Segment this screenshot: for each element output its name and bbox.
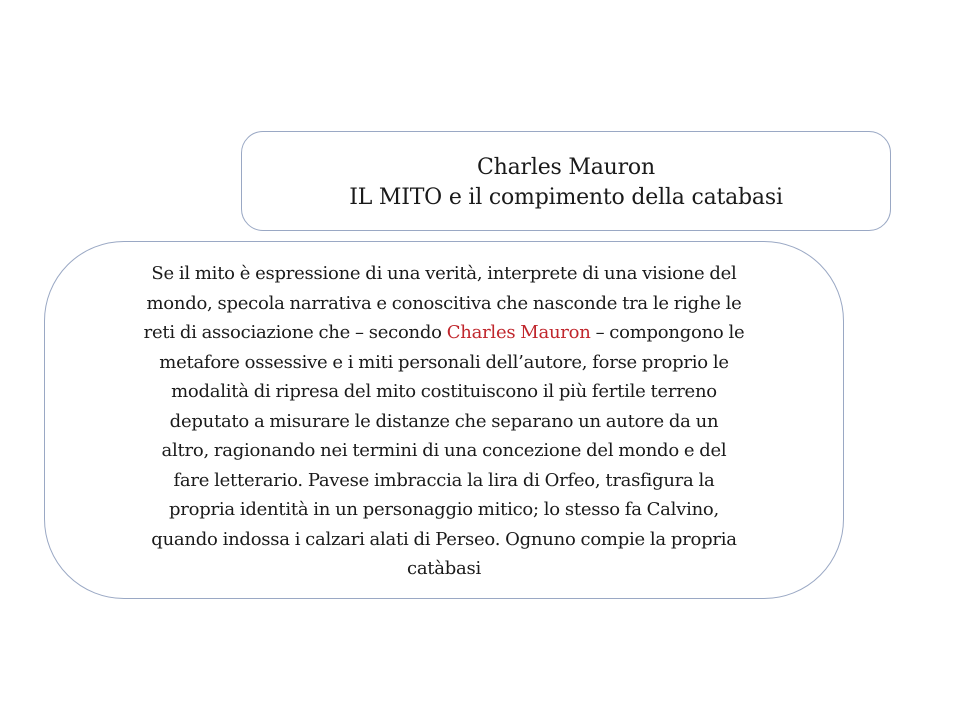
body-line-6: deputato a misurare le distanze che separano un autore da un: [169, 410, 719, 432]
body-line-1: Se il mito è espressione di una verità, interprete di una visione del: [151, 263, 737, 284]
title-box: [241, 131, 891, 231]
body-line-3: [144, 318, 745, 348]
body-line-7: altro, ragionando nei termini di una concezione del mondo e del: [161, 440, 727, 461]
body-line-4: metafore ossessive e i miti personali dell’autore, forse proprio le: [159, 351, 729, 373]
body-line-2: mondo, specola narrativa e conoscitiva che nasconde tra le righe le: [146, 292, 742, 314]
body-line-11: catàbasi: [406, 558, 482, 579]
highlighted-name: Charles Mauron: [446, 322, 591, 343]
body-line-3-after: – compongono le: [590, 322, 745, 343]
body-paragraph: [144, 259, 745, 584]
body-line-5: modalità di ripresa del mito costituiscono il più fertile terreno: [171, 381, 717, 402]
body-line-9: propria identità in un personaggio mitico; lo stesso fa Calvino,: [169, 499, 719, 520]
title-author: Charles Mauron: [477, 155, 655, 180]
body-line-8: fare letterario. Pavese imbraccia la lira di Orfeo, trasfigura la: [173, 469, 715, 491]
body-line-3-before: reti di associazione che – secondo: [143, 322, 447, 343]
body-line-10: quando indossa i calzari alati di Perseo. Ognuno compie la propria: [151, 528, 737, 550]
title-subtitle: IL MITO e il compimento della catabasi: [349, 185, 783, 210]
body-text-box: [44, 241, 844, 599]
